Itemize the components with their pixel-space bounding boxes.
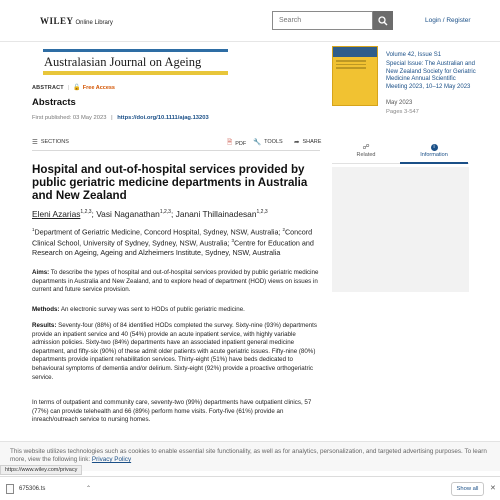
sections-button[interactable] — [32, 138, 69, 146]
journal-title: Australasian Journal on Ageing — [44, 55, 202, 69]
affiliations — [32, 225, 320, 257]
article-toolbar — [32, 133, 320, 151]
author-affil-sup: 1,2,3 — [80, 209, 92, 216]
affil-text: Concord Clinical School, University of Sydney, Sydney, NSW, Australia; — [32, 227, 313, 248]
journal-banner[interactable] — [43, 49, 228, 75]
publication-line — [32, 115, 209, 121]
share-label: SHARE — [302, 139, 322, 145]
pdf-button[interactable] — [227, 138, 246, 149]
info-icon: i — [431, 144, 438, 151]
author-sep: ; — [91, 209, 97, 219]
abstract-aims — [32, 269, 320, 295]
article-title: Hospital and out-of-hospital services provided by public geriatric medicine departments in Australia and New Zealand — [32, 163, 308, 202]
file-icon — [6, 484, 14, 494]
chevron-up-icon[interactable]: ⌃ — [86, 486, 92, 492]
network-icon: ☍ — [362, 144, 370, 151]
lock-open-icon: 🔓 — [73, 85, 81, 91]
cover-header — [333, 47, 377, 57]
search-button[interactable] — [373, 11, 393, 30]
logo-brand: WILEY — [40, 16, 74, 26]
tools-button[interactable] — [253, 138, 283, 146]
cover-text-lines — [333, 57, 377, 74]
journal-cover-image[interactable] — [332, 46, 378, 106]
issue-pages: Pages 3-547 — [386, 109, 419, 115]
wrench-icon: 🔧 — [253, 139, 262, 146]
author-name[interactable]: Eleni Azarias — [32, 209, 81, 219]
methods-label: Methods: — [32, 306, 60, 313]
author-affil-sup: 1,2,3 — [159, 209, 171, 216]
section-heading: Abstracts — [32, 97, 76, 108]
close-icon[interactable]: ✕ — [490, 485, 496, 492]
tab-related[interactable] — [332, 142, 400, 164]
search-placeholder: Search — [279, 17, 302, 24]
tools-label: TOOLS — [264, 139, 283, 145]
pdf-icon: 🗎 — [227, 139, 233, 146]
status-bar-url: https://www.wiley.com/privacy — [0, 465, 82, 475]
show-all-button[interactable]: Show all — [451, 482, 484, 496]
tab-information[interactable] — [400, 142, 468, 164]
methods-text: An electronic survey was sent to HODs of public geriatric medicine. — [59, 306, 245, 313]
download-bar — [0, 476, 500, 500]
affil-sup: 1 — [32, 227, 35, 232]
author-name[interactable]: Janani Thillainadesan — [175, 209, 257, 219]
author-affil-sup: 1,2,3 — [256, 209, 268, 216]
affil-sup: 2 — [282, 227, 285, 232]
sections-label: SECTIONS — [40, 139, 69, 145]
tab-information-label: Information — [420, 152, 448, 158]
pdf-label: PDF — [235, 140, 247, 147]
privacy-policy-link[interactable]: Privacy Policy — [91, 456, 132, 464]
wiley-logo[interactable] — [40, 16, 113, 26]
logo-suffix: Online Library — [75, 20, 113, 26]
sidebar-tabs — [332, 142, 469, 164]
tab-related-label: Related — [356, 152, 376, 158]
issue-date: May 2023 — [386, 100, 413, 106]
download-file-name: 675306.ts — [19, 486, 46, 492]
free-access-label: Free Access — [82, 84, 115, 91]
results-label: Results: — [32, 322, 57, 329]
results-text: Seventy-four (88%) of 84 identified HODs completed the survey. Sixty-nine (93%) departments provide an inpatient service and 40 (54%) provide an acute inpatient service, with highly variable admission policies. Sixty-two (84%) departments have an associated inpatient general medicine department, and fifty-six (90%) of these admit older patients with acute geriatric issues. Fifty-nine (80%) departments provide inpatient rehabilitation services. Thirty-eight (51%) have beds dedicated to behavioural symptoms of dementia and/or delirium. Sixty-eight (92%) provide a proactive orthogeriatric service. — [32, 322, 317, 381]
abstract-tag: ABSTRACT — [32, 84, 64, 91]
search-icon — [378, 16, 388, 26]
first-published: First published: 03 May 2023 — [32, 115, 107, 121]
share-icon: ➦ — [294, 139, 300, 146]
volume-issue-link[interactable]: Volume 42, Issue S1 — [386, 52, 442, 58]
article-meta-row — [32, 84, 115, 91]
list-icon: ☰ — [32, 139, 38, 146]
pub-separator: | — [111, 115, 113, 121]
search-input[interactable] — [272, 11, 373, 30]
cookie-text — [10, 448, 490, 464]
meta-separator: | — [67, 84, 70, 91]
abstract-results — [32, 322, 320, 382]
doi-link[interactable]: https://doi.org/10.1111/ajag.13203 — [117, 115, 209, 121]
banner-bottom-stripe — [43, 71, 228, 75]
cookie-message: This website utilizes technologies such as cookies to enable essential site functionality, as well as for analytics, personalization, and targeted advertising purposes. To learn more, view the following link: — [10, 448, 487, 464]
special-issue-link[interactable]: Special Issue: The Australian and New Zealand Society for Geriatric Medicine Annual Scientific Meeting 2023, 10–12 May 2023 — [386, 61, 476, 90]
abstract-methods — [32, 306, 320, 315]
affil-text: Centre for Education and Research on Ageing, Ageing and Alzheimers Institute, Sydney, NSW, Australia — [32, 238, 314, 257]
site-header — [0, 0, 500, 42]
aims-text: To describe the types of hospital and out-of-hospital services provided by public geriatric medicine departments in Australia and New Zealand, and to explore head of department (HOD) views on issues in current and future service provision. — [32, 269, 319, 294]
login-register-link[interactable]: Login / Register — [425, 17, 471, 24]
affil-sup: 3 — [231, 238, 234, 244]
author-sep: ; — [170, 209, 176, 219]
aims-label: Aims: — [32, 269, 50, 276]
author-list — [32, 209, 320, 219]
download-item[interactable] — [6, 482, 96, 496]
share-button[interactable] — [294, 138, 321, 146]
affil-text: Department of Geriatric Medicine, Concord Hospital, Sydney, NSW, Australia; — [34, 227, 283, 237]
author-name[interactable]: Vasi Naganathan — [96, 209, 160, 219]
abstract-outpatient: In terms of outpatient and community care, seventy-two (99%) departments have outpatient clinics, 57 (77%) can provide telehealth and 66 (89%) perform home visits. Forty-five (61%) provide an inreach/outreach service to nursing homes. — [32, 399, 312, 424]
information-panel — [332, 167, 469, 292]
